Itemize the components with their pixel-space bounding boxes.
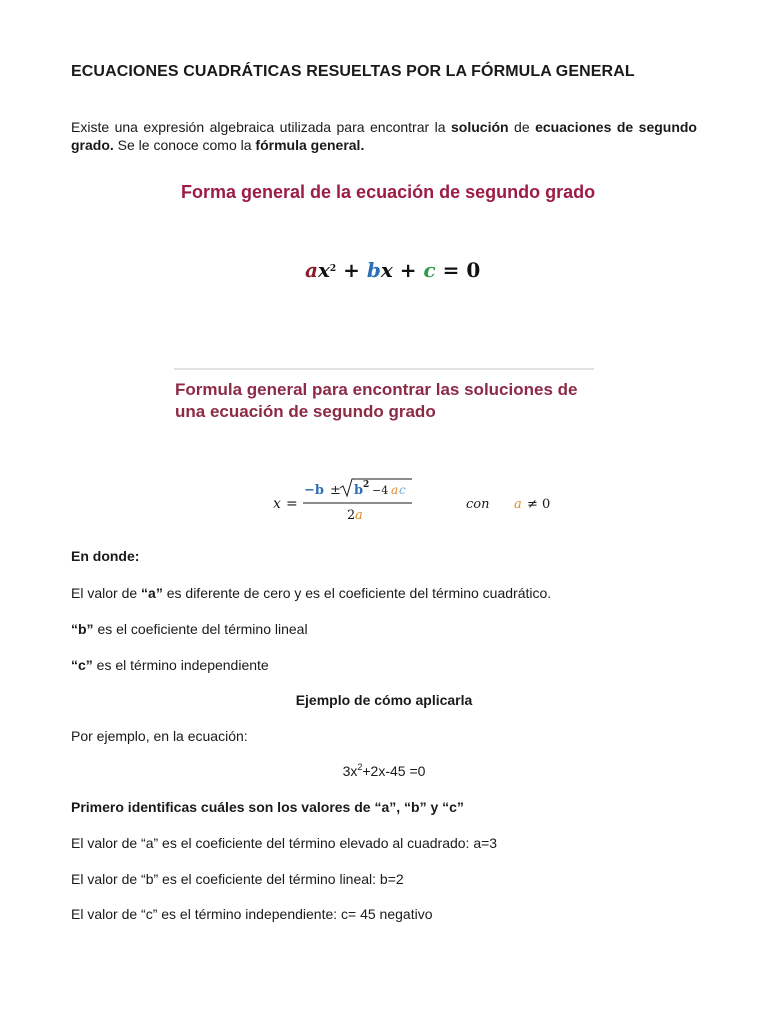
eq-plus-2: + bbox=[392, 258, 424, 282]
line-b-bold: “b” bbox=[71, 621, 94, 637]
line-a-post: es diferente de cero y es el coeficiente del término cuadrático. bbox=[162, 585, 552, 601]
eq-coef-a: a bbox=[305, 258, 318, 282]
formula-b: b bbox=[354, 483, 364, 498]
line-b-post: es el coeficiente del término lineal bbox=[93, 621, 308, 637]
value-a-line: El valor de “a” es el coeficiente del término elevado al cuadrado: a=3 bbox=[71, 835, 498, 851]
quadratic-formula bbox=[270, 476, 570, 526]
formula-con: con bbox=[466, 497, 490, 512]
formula-a: a bbox=[391, 483, 399, 497]
line-b bbox=[71, 620, 308, 638]
example-eq-exponent: 2 bbox=[357, 762, 363, 772]
example-eq-pre: 3x bbox=[342, 763, 358, 779]
value-b-line: El valor de “b” es el coeficiente del término lineal: b=2 bbox=[71, 871, 404, 887]
formula-minus-four: −4 bbox=[372, 484, 389, 497]
example-equation bbox=[71, 762, 697, 780]
intro-bold-solucion: solución bbox=[451, 119, 509, 135]
formula-equals: = bbox=[286, 496, 298, 512]
intro-text-3: Se le conoce como la bbox=[113, 137, 256, 153]
example-heading: Ejemplo de cómo aplicarla bbox=[295, 692, 473, 708]
en-donde-heading: En donde: bbox=[71, 548, 140, 564]
figure2-heading: Formula general para encontrar las soluciones de una ecuación de segundo grado bbox=[175, 380, 578, 421]
formula-den-a: a bbox=[355, 508, 363, 523]
formula-neg-b: −b bbox=[304, 483, 324, 498]
value-c-line: El valor de “c” es el término independiente: c= 45 negativo bbox=[71, 906, 433, 922]
eq-x: x bbox=[380, 258, 393, 282]
general-form-equation bbox=[305, 258, 480, 282]
intro-text-2: de bbox=[508, 119, 536, 135]
figure1-heading: Forma general de la ecuación de segundo grado bbox=[181, 182, 596, 202]
formula-plus-minus: ± bbox=[330, 483, 341, 498]
intro-text-1: Existe una expresión algebraica utilizada para encontrar la bbox=[71, 119, 452, 135]
formula-x: x bbox=[273, 496, 281, 512]
intro-bold-ecuaciones: ecuaciones de segundo grado. bbox=[71, 119, 697, 153]
intro-paragraph bbox=[71, 118, 697, 154]
formula-c: c bbox=[399, 483, 406, 497]
line-c bbox=[71, 656, 269, 674]
figure-separator bbox=[174, 368, 594, 370]
formula-cond-a: a bbox=[514, 497, 522, 512]
identify-heading: Primero identificas cuáles son los valores de “a”, “b” y “c” bbox=[71, 799, 464, 815]
page-title: ECUACIONES CUADRÁTICAS RESUELTAS POR LA FÓRMULA GENERAL bbox=[71, 63, 635, 80]
line-c-bold: “c” bbox=[71, 657, 93, 673]
eq-equals-zero: = 0 bbox=[435, 258, 481, 282]
example-intro: Por ejemplo, en la ecuación: bbox=[71, 728, 248, 744]
line-a-pre: El valor de bbox=[71, 585, 142, 601]
formula-b-exponent: 2 bbox=[363, 480, 370, 490]
line-a-bold: “a” bbox=[141, 585, 163, 601]
formula-two: 2 bbox=[347, 508, 356, 523]
eq-coef-b: b bbox=[366, 258, 381, 282]
intro-bold-formula: fórmula general. bbox=[255, 137, 365, 153]
formula-neq-zero: ≠ 0 bbox=[527, 497, 551, 512]
example-eq-post: +2x-45 =0 bbox=[362, 763, 426, 779]
eq-coef-c: c bbox=[423, 258, 436, 282]
eq-exponent: 2 bbox=[329, 264, 337, 274]
eq-x-squared: x bbox=[317, 258, 330, 282]
eq-plus-1: + bbox=[336, 258, 367, 282]
line-c-post: es el término independiente bbox=[92, 657, 269, 673]
line-a bbox=[71, 584, 551, 602]
